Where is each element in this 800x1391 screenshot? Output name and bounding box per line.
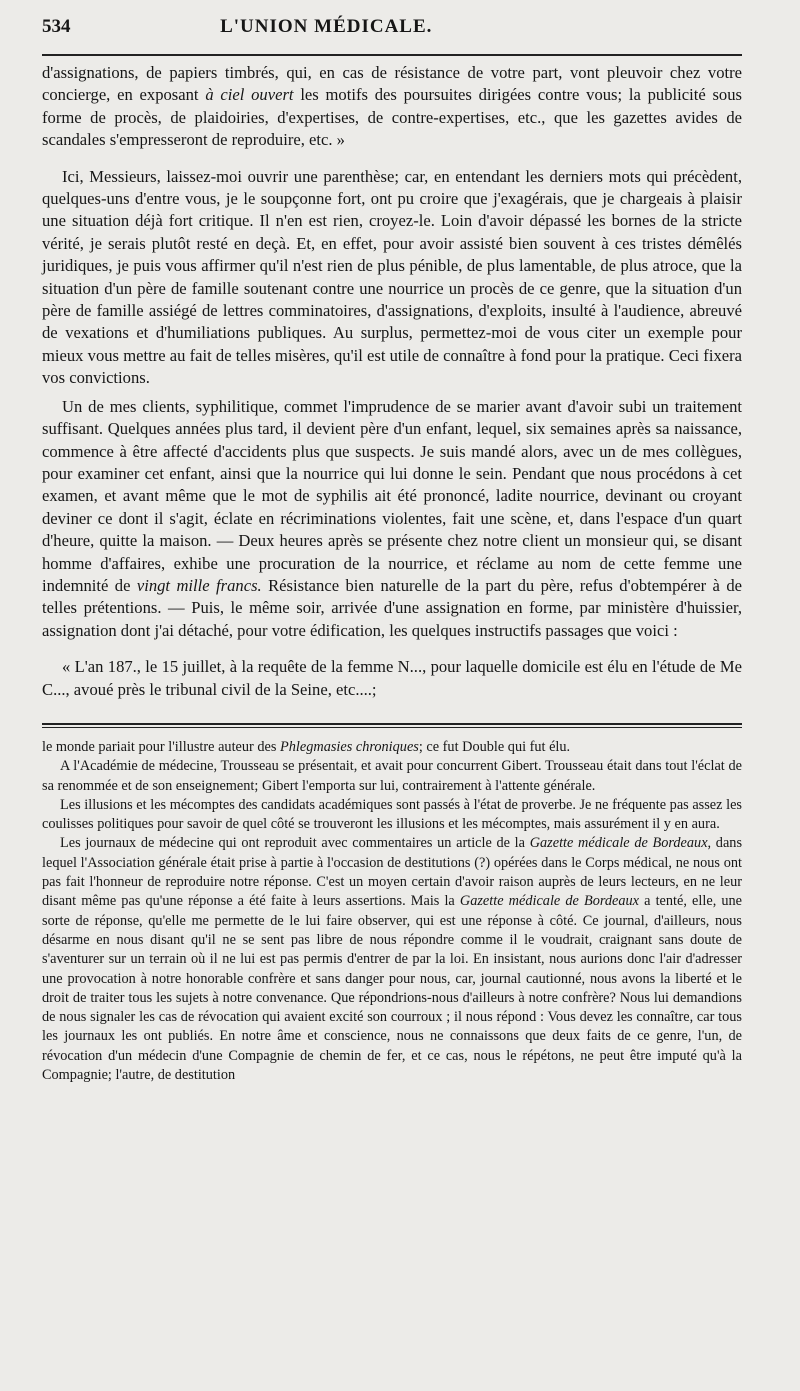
feuilleton-divider xyxy=(42,723,742,728)
paragraph: A l'Académie de médecine, Trousseau se présentait, et avait pour concurrent Gibert. Trousseau était dans tout l'éclat de sa renommée et de son enseignement; Gibert l'emporta sur lui, contrairement à l'attente générale. xyxy=(42,758,742,794)
feuilleton-text xyxy=(42,738,742,1085)
paragraph: Les journaux de médecine qui ont reproduit avec commentaires un article de la Gazette médicale de Bordeaux, dans lequel l'Association générale était prise à partie à l'occasion de destitutions (?) opérées dans le Corps médical, ne nous ont pas fait l'honneur de reproduire notre réponse. C'est un moyen certain d'avoir raison auprès de leurs lecteurs, en ne leur disant même pas qu'une réponse a été faite à leurs assertions. Mais la Gazette médicale de Bordeaux a tenté, elle, une sorte de réponse, qu'elle me permette de le lui faire observer, qui est une réponse à côté. Ce journal, d'ailleurs, nous désarme en nous disant qu'il ne se sent pas libre de nous répondre comme il le voudrait, craignant sans doute de s'aventurer sur un terrain où il ne lui est pas permis d'entrer de par la loi. En insistant, nous aurions donc l'air d'adresser une provocation à notre honorable confrère et sans danger pour nous, car, journal cautionné, nous avons la liberté et le droit de traiter tous les sujets à notre convenance. Que répondrions-nous d'ailleurs à notre confrère? Nous lui demandions de nous signaler les cas de révocation qui avaient excité son courroux ; il nous répond : Vous devez les connaître, car tous les journaux les ont publiés. En notre âme et conscience, nous ne connaissons que deux faits de ce genre, l'un, de révocation d'un médecin d'une Compagnie de chemin de fer, et ce cas, nous le répétons, ne peut être imputé qu'à la Compagnie; l'autre, de destitution xyxy=(42,835,743,1084)
page-header xyxy=(42,16,742,40)
paragraph: Les illusions et les mécomptes des candidats académiques sont passés à l'état de proverbe. Je ne fréquente pas assez les coulisses politiques pour savoir de quel côté se trouveront les illusions et les mécomptes, mais assurément il y en aura. xyxy=(42,796,742,833)
paragraph: « L'an 187., le 15 juillet, à la requête de la femme N..., pour laquelle domicile est élu en l'étude de Me C..., avoué près le tribunal civil de la Seine, etc....; xyxy=(42,657,742,699)
header-rule xyxy=(42,54,742,56)
journal-title: L'UNION MÉDICALE. xyxy=(220,16,433,37)
paragraph: d'assignations, de papiers timbrés, qui, en cas de résistance de votre part, vont pleuvoir chez votre concierge, en exposant à ciel ouvert les motifs des poursuites dirigées contre vous; la publicité sous forme de procès, de plaidoiries, d'expertises, de contre-expertises, etc., que les gazettes avides de scandales s'empresseront de reproduire, etc. » xyxy=(42,63,742,150)
paragraph: Ici, Messieurs, laissez-moi ouvrir une parenthèse; car, en entendant les derniers mots qui précèdent, quelques-uns d'entre vous, je le soupçonne fort, ont pu croire que j'exagérais, que je chargeais à plaisir une situation déjà fort critique. Il n'en est rien, croyez-le. Loin d'avoir dépassé les bornes de la stricte vérité, je serais plutôt resté en deçà. Et, en effet, pour avoir assisté bien souvent à ces tristes démêlés juridiques, je puis vous affirmer qu'il n'est rien de plus pénible, de plus lamentable, de plus atroce, que la situation d'un père de famille soutenant contre une nourrice un procès de ce genre, que la situation d'un père de famille assiégé de lettres comminatoires, d'assignations, d'exploits, insulté à l'audience, abreuvé de vexations et d'humiliations publiques. Au surplus, permettez-moi de vous citer un exemple pour mieux vous mettre au fait de telles misères, qu'il est utile de connaître à fond pour la pratique. Ceci fixera vos convictions. xyxy=(42,166,742,388)
paragraph: Un de mes clients, syphilitique, commet l'imprudence de se marier avant d'avoir subi un traitement suffisant. Quelques années plus tard, il devient père d'un enfant, lequel, six semaines après sa naissance, commence à être affecté d'accidents plus que suspects. Je suis mandé alors, avec un de mes collègues, pour examiner cet enfant, ainsi que la nourrice qui lui donne le sein. Pendant que nous procédons à cet examen, et avant même que le mot de syphilis ait été prononcé, ladite nourrice, devinant ou croyant deviner ce dont il s'agit, éclate en récriminations violentes, fait une scène, et, dans l'espace d'un quart d'heure, quitte la maison. — Deux heures après se présente chez notre client un monsieur qui, se disant homme d'affaires, exhibe une procuration de la nourrice, et réclame au nom de cette femme une indemnité de vingt mille francs. Résistance bien naturelle de la part du père, refus d'obtempérer à de telles prétentions. — Puis, le même soir, arrivée d'une assignation en forme, par ministère d'huissier, assignation dont j'ai détaché, pour votre édification, les quelques instructifs passages que voici : xyxy=(42,396,742,640)
main-text xyxy=(42,62,742,701)
page-number: 534 xyxy=(42,16,71,37)
paragraph: le monde pariait pour l'illustre auteur des Phlegmasies chroniques; ce fut Double qui fut élu. xyxy=(42,738,571,755)
